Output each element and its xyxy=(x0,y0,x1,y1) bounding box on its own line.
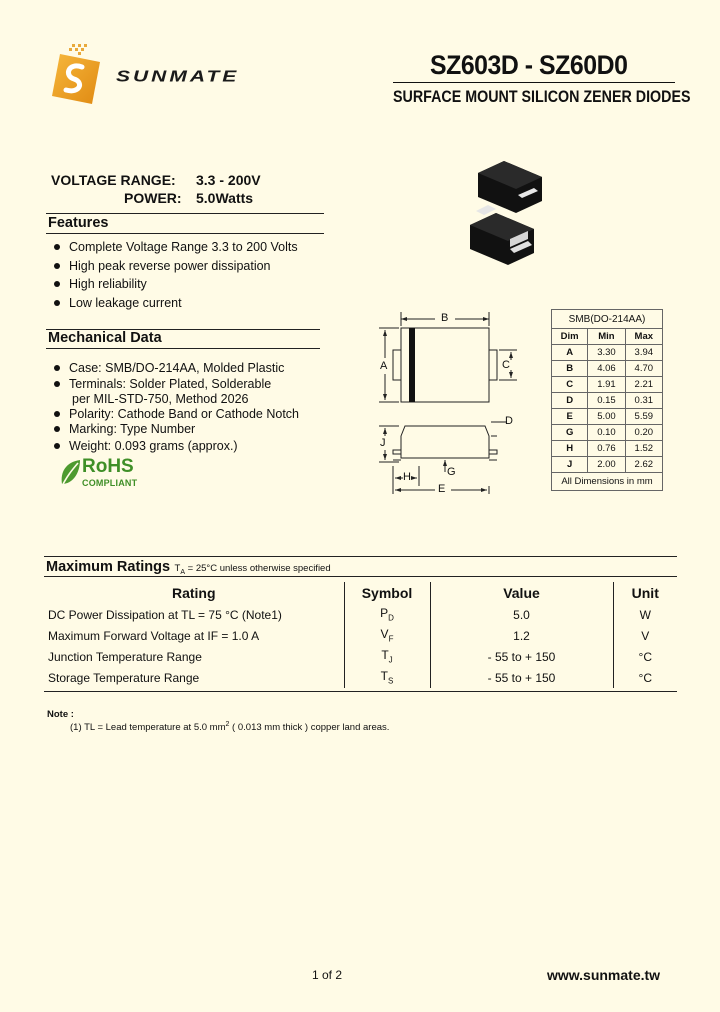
ratings-header-unit: Unit xyxy=(613,582,677,604)
mechanical-item-cont xyxy=(50,392,299,407)
rating-name: Storage Temperature Range xyxy=(48,670,200,685)
dim-cell: E xyxy=(552,409,588,425)
symbol-sub: D xyxy=(388,613,394,623)
symbol-sub: S xyxy=(388,676,394,686)
symbol-main: V xyxy=(380,627,389,642)
package-drawing xyxy=(365,308,535,500)
table-row xyxy=(552,361,663,377)
dim-cell: 4.70 xyxy=(625,361,662,377)
note-label: Note : xyxy=(47,709,74,720)
symbol-main: T xyxy=(380,669,388,684)
dim-cell: 0.76 xyxy=(588,441,625,457)
rating-symbol xyxy=(344,625,430,646)
features-heading: Features xyxy=(48,215,109,231)
title-rule xyxy=(393,82,675,83)
note-text-a: (1) TL = Lead temperature at 5.0 mm xyxy=(70,722,226,734)
ratings-top-rule xyxy=(44,556,677,557)
note-sup: 2 xyxy=(225,721,230,728)
dim-cell: 1.52 xyxy=(625,441,662,457)
dim-cell: D xyxy=(552,393,588,409)
dim-cell: 0.20 xyxy=(625,425,662,441)
symbol-sub: F xyxy=(388,634,394,644)
dim-label-e: E xyxy=(438,483,446,495)
table-row xyxy=(552,425,663,441)
ratings-condition xyxy=(175,563,331,574)
rating-symbol xyxy=(344,646,430,667)
dim-cell: 3.30 xyxy=(588,345,625,361)
symbol-sub: J xyxy=(388,655,393,665)
ratings-title: Maximum Ratings xyxy=(46,559,171,575)
rating-unit: V xyxy=(613,625,677,646)
rating-unit: °C xyxy=(613,646,677,667)
dim-cell: C xyxy=(552,377,588,393)
table-row xyxy=(552,457,663,473)
rohs-badge xyxy=(58,458,158,492)
condition-prefix: T xyxy=(174,563,181,574)
brand-wordmark: SUNMATE xyxy=(116,68,240,86)
dim-label-a: A xyxy=(380,360,388,372)
rating-value: 5.0 xyxy=(430,604,613,625)
rating-name: DC Power Dissipation at TL = 75 °C (Note1) xyxy=(48,607,282,622)
note-text xyxy=(70,721,389,733)
rating-value: 1.2 xyxy=(430,625,613,646)
power-label: POWER: xyxy=(124,190,182,206)
mechanical-item: Terminals: Solder Plated, Solderable xyxy=(50,377,299,392)
symbol-main: T xyxy=(381,648,389,663)
page-number: 1 of 2 xyxy=(312,968,343,982)
dim-cell: J xyxy=(552,457,588,473)
terminals-continuation: per MIL-STD-750, Method 2026 xyxy=(72,392,249,406)
mechanical-item: Marking: Type Number xyxy=(50,422,299,439)
dim-label-g: G xyxy=(447,466,456,478)
dim-cell: B xyxy=(552,361,588,377)
dimension-table xyxy=(551,309,663,491)
dim-label-j: J xyxy=(380,437,386,449)
feature-item: Low leakage current xyxy=(50,296,298,315)
rating-value: - 55 to + 150 xyxy=(430,667,613,688)
dim-cell: 4.06 xyxy=(588,361,625,377)
page-subtitle: SURFACE MOUNT SILICON ZENER DIODES xyxy=(393,87,691,106)
dim-label-d: D xyxy=(505,415,513,427)
ratings-heading xyxy=(46,558,331,576)
dim-cell: 5.59 xyxy=(625,409,662,425)
dim-table-header: Min xyxy=(588,329,625,345)
dim-label-h: H xyxy=(403,471,411,483)
dim-cell: G xyxy=(552,425,588,441)
part-number-title: SZ603D - SZ60D0 xyxy=(430,50,628,80)
table-row xyxy=(44,625,677,646)
smb-package-image xyxy=(462,155,562,270)
ratings-table xyxy=(44,582,677,688)
features-list xyxy=(50,240,298,315)
mechanical-item: Weight: 0.093 grams (approx.) xyxy=(50,439,299,455)
note-text-b: ( 0.013 mm thick ) copper land areas. xyxy=(229,722,390,734)
rohs-text: RoHS xyxy=(82,456,134,477)
dim-cell: 0.10 xyxy=(588,425,625,441)
package-photo xyxy=(462,155,562,270)
dim-label-c: C xyxy=(502,359,510,371)
condition-suffix: = 25°C unless otherwise specified xyxy=(185,563,331,574)
dim-cell: 3.94 xyxy=(625,345,662,361)
voltage-label: VOLTAGE RANGE: xyxy=(51,172,176,188)
ratings-header-rating: Rating xyxy=(171,585,216,601)
voltage-value: 3.3 - 200V xyxy=(196,172,261,188)
dim-cell: 2.00 xyxy=(588,457,625,473)
mechanical-list xyxy=(50,361,299,455)
dim-table-header: Max xyxy=(625,329,662,345)
condition-sub: A xyxy=(180,568,186,576)
mechanical-rule-bottom xyxy=(46,348,320,349)
rohs-compliant-text: COMPLIANT xyxy=(82,478,138,488)
feature-item: Complete Voltage Range 3.3 to 200 Volts xyxy=(50,240,298,259)
dim-cell: 0.15 xyxy=(588,393,625,409)
dim-label-b: B xyxy=(441,312,449,324)
dim-cell: 1.91 xyxy=(588,377,625,393)
feature-item: High reliability xyxy=(50,277,298,296)
dim-cell: A xyxy=(552,345,588,361)
dim-table-package: SMB(DO-214AA) xyxy=(552,310,663,329)
table-row xyxy=(552,345,663,361)
ratings-rule xyxy=(44,576,677,577)
ratings-header-value: Value xyxy=(430,582,613,604)
power-value: 5.0Watts xyxy=(196,190,254,206)
dim-cell: H xyxy=(552,441,588,457)
feature-item: High peak reverse power dissipation xyxy=(50,259,298,277)
rating-value: - 55 to + 150 xyxy=(430,646,613,667)
mechanical-heading: Mechanical Data xyxy=(48,330,162,346)
features-rule xyxy=(46,213,324,214)
table-row xyxy=(44,646,677,667)
rating-unit: °C xyxy=(613,667,677,688)
dim-cell: 2.62 xyxy=(625,457,662,473)
rating-name: Maximum Forward Voltage at IF = 1.0 A xyxy=(48,628,260,643)
rating-symbol xyxy=(344,604,430,625)
mechanical-item: Case: SMB/DO-214AA, Molded Plastic xyxy=(50,361,299,377)
website-link[interactable]: www.sunmate.tw xyxy=(547,967,661,983)
rating-symbol xyxy=(344,667,430,688)
mechanical-item: Polarity: Cathode Band or Cathode Notch xyxy=(50,407,299,422)
table-row xyxy=(552,441,663,457)
table-row xyxy=(552,377,663,393)
ratings-header-symbol: Symbol xyxy=(344,582,430,604)
leaf-icon xyxy=(58,458,84,490)
symbol-main: P xyxy=(380,606,389,621)
table-row xyxy=(552,393,663,409)
table-row xyxy=(44,667,677,688)
dim-cell: 5.00 xyxy=(588,409,625,425)
ratings-bottom-rule xyxy=(44,691,677,692)
dim-table-header: Dim xyxy=(552,329,588,345)
table-row xyxy=(552,409,663,425)
dim-table-footer: All Dimensions in mm xyxy=(552,473,663,491)
table-row xyxy=(44,604,677,625)
dim-cell: 0.31 xyxy=(625,393,662,409)
rating-name: Junction Temperature Range xyxy=(48,649,202,664)
features-rule-bottom xyxy=(46,233,324,234)
rating-unit: W xyxy=(613,604,677,625)
brand-logo xyxy=(38,42,268,112)
dim-cell: 2.21 xyxy=(625,377,662,393)
